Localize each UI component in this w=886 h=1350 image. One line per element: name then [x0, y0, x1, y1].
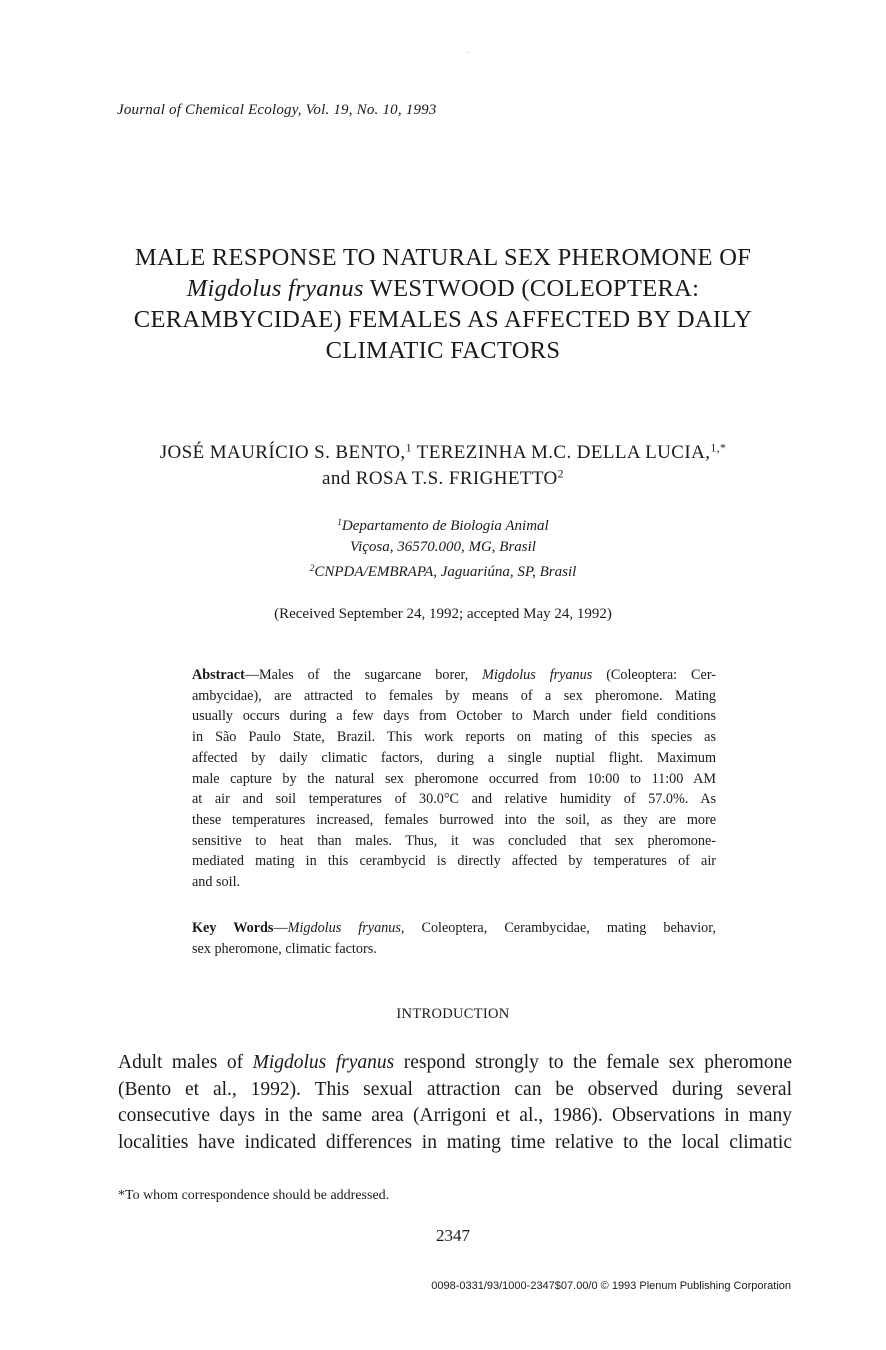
author-bento-affil: 1: [405, 441, 412, 455]
abstract-line: [192, 810, 716, 831]
abstract-line: [192, 706, 716, 727]
abstract-line: [192, 665, 716, 686]
abstract-text: at air and soil temperatures of 30.0°C and relative humidity of 57.0%. As: [192, 791, 716, 808]
keywords-line-1: [192, 918, 716, 939]
abstract-species: Migdolus fryanus: [482, 667, 593, 683]
journal-citation: Journal of Chemical Ecology, Vol. 19, No. 10, 1993: [117, 102, 437, 118]
abstract-text: usually occurs during a few days from October to March under field conditions: [192, 708, 716, 725]
abstract-text: affected by daily climatic factors, during a single nuptial flight. Maximum: [192, 749, 716, 766]
intro-line-1-pre: Adult males of: [118, 1052, 253, 1073]
affiliation-2-marker: 2: [309, 563, 315, 574]
abstract-text: ambycidae), are attracted to females by means of a sex pheromone. Mating: [192, 687, 716, 704]
paper-title: [0, 242, 886, 366]
title-species-name: Migdolus fryanus: [186, 275, 364, 302]
abstract-line: [192, 748, 716, 769]
abstract-text: —Males of the sugarcane borer,: [244, 667, 483, 683]
abstract-text: male capture by the natural sex pheromone occurred from 10:00 to 11:00 AM: [192, 770, 716, 787]
author-frighetto-affil: 2: [557, 467, 564, 481]
author-list: [0, 440, 886, 492]
affiliation-2-text: CNPDA/EMBRAPA, Jaguariúna, SP, Brasil: [314, 564, 577, 580]
affiliation-2: [0, 562, 886, 583]
abstract-line: [192, 727, 716, 748]
page-number: 2347: [436, 1226, 470, 1245]
correspondence-footnote: *To whom correspondence should be addressed.: [118, 1188, 390, 1203]
intro-line-1: [118, 1050, 792, 1077]
received-dates: (Received September 24, 1992; accepted May 24, 1992): [274, 606, 612, 622]
keywords: [192, 918, 716, 959]
author-line-1: [0, 440, 886, 466]
scan-speck: [468, 52, 469, 53]
author-della-lucia-affil: 1,*: [710, 441, 727, 455]
title-line-1: MALE RESPONSE TO NATURAL SEX PHEROMONE OF: [134, 244, 752, 271]
title-line-2: [0, 273, 886, 304]
abstract-line: [192, 872, 716, 893]
title-line-4: CLIMATIC FACTORS: [325, 337, 561, 364]
intro-line-2: (Bento et al., 1992). This sexual attraction can be observed during several: [118, 1078, 792, 1100]
copyright-line: 0098-0331/93/1000-2347$07.00/0 © 1993 Plenum Publishing Corporation: [431, 1280, 791, 1292]
keywords-line-2: sex pheromone, climatic factors.: [192, 940, 377, 957]
author-frighetto: and ROSA T.S. FRIGHETTO: [322, 468, 558, 489]
abstract-text: sensitive to heat than males. Thus, it was concluded that sex pheromone-: [192, 832, 716, 849]
affiliation-1-dept: Departamento de Biologia Animal: [341, 518, 549, 534]
intro-line-4: localities have indicated differences in mating time relative to the local climatic: [118, 1131, 792, 1153]
section-heading-introduction: INTRODUCTION: [396, 1006, 510, 1022]
intro-line-1-post: respond strongly to the female sex pheromone: [394, 1052, 793, 1073]
keywords-line-1-rest: Coleoptera, Cerambycidae, mating behavior,: [404, 920, 716, 936]
title-line-2-rest: WESTWOOD (COLEOPTERA:: [363, 275, 700, 302]
abstract-line: [192, 831, 716, 852]
abstract-line: [192, 769, 716, 790]
abstract-text: in São Paulo State, Brazil. This work reports on mating of this species as: [192, 729, 716, 746]
intro-line-3: consecutive days in the same area (Arrigoni et al., 1986). Observations in many: [118, 1105, 792, 1126]
affiliation-1: [0, 516, 886, 537]
affiliation-1-address: Viçosa, 36570.000, MG, Brasil: [350, 539, 536, 555]
abstract-label: Abstract: [192, 667, 245, 683]
abstract-line: [192, 851, 716, 872]
affiliation-1-marker: 1: [337, 517, 342, 528]
abstract-text: (Coleoptera: Cer-: [592, 667, 716, 683]
author-bento: JOSÉ MAURÍCIO S. BENTO,: [159, 442, 406, 463]
introduction-text: [118, 1050, 792, 1156]
author-line-2: [0, 466, 886, 492]
title-line-3: CERAMBYCIDAE) FEMALES AS AFFECTED BY DAILY: [133, 306, 753, 333]
abstract: [192, 665, 716, 893]
keywords-species: Migdolus fryanus,: [287, 920, 405, 936]
abstract-text: mediated mating in this cerambycid is directly affected by temperatures of air: [192, 853, 716, 870]
intro-species: Migdolus fryanus: [252, 1052, 395, 1073]
abstract-text: and soil.: [192, 874, 241, 891]
abstract-line: [192, 686, 716, 707]
keywords-dash: —: [273, 920, 288, 936]
keywords-label: Key Words: [192, 920, 274, 936]
affiliations: [0, 516, 886, 583]
author-della-lucia: TEREZINHA M.C. DELLA LUCIA,: [411, 442, 711, 463]
abstract-line: [192, 789, 716, 810]
abstract-text: these temperatures increased, females burrowed into the soil, as they are more: [192, 811, 716, 828]
